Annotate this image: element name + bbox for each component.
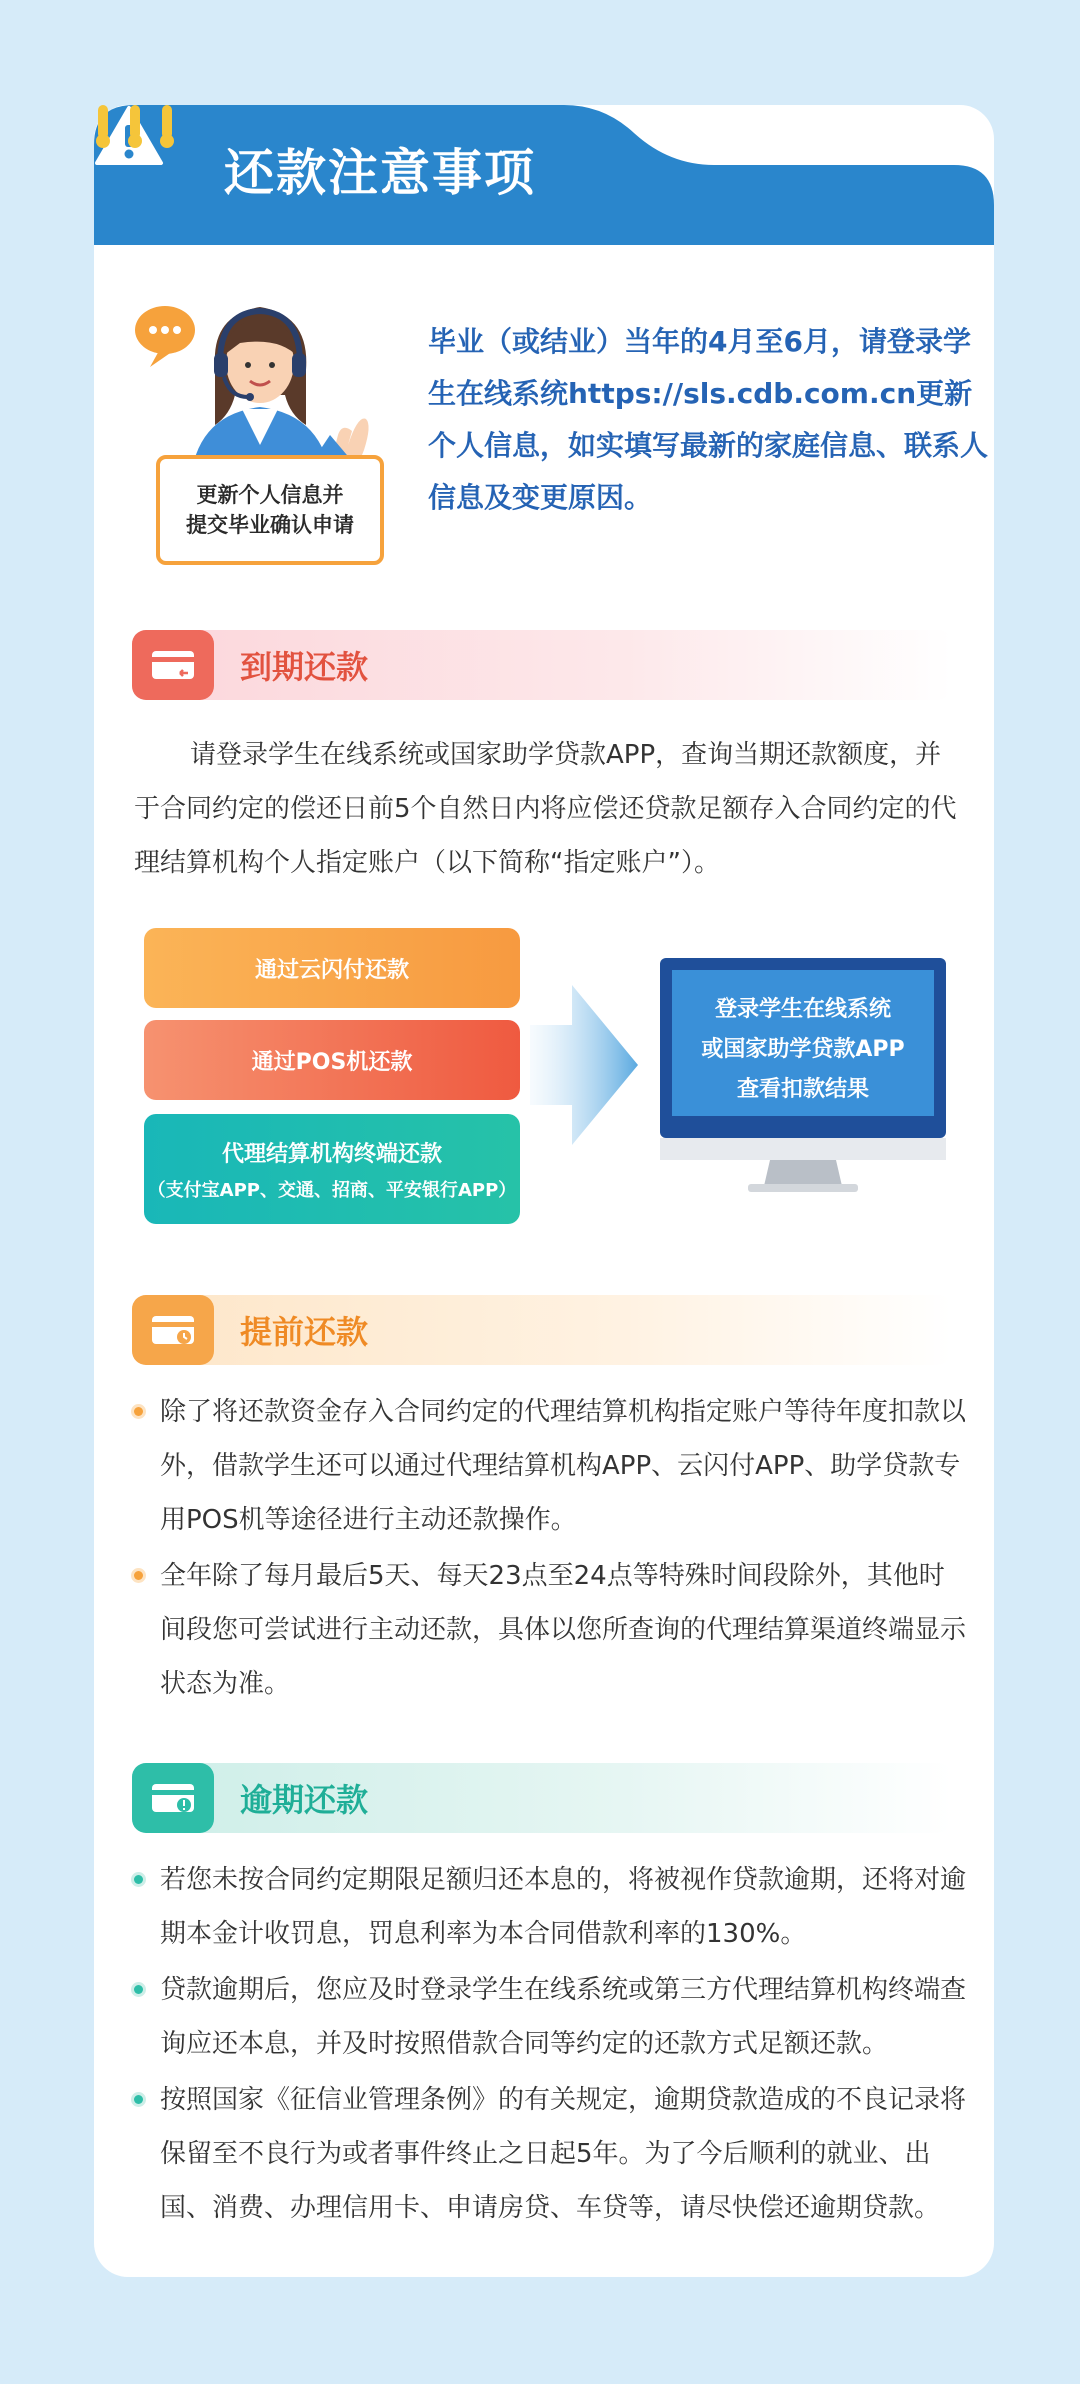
method-agent-terminal (144, 1114, 520, 1224)
section-title-early: 提前还款 (240, 1313, 369, 1351)
page-title: 还款注意事项 (224, 144, 536, 202)
early-bullet-list (130, 1385, 970, 1713)
list-item: 全年除了每月最后5天、每天23点至24点等特殊时间段除外，其他时间段您可尝试进行主动还款，具体以您所查询的代理结算渠道终端显示状态为准。 (130, 1549, 970, 1711)
section-title-due: 到期还款 (240, 648, 369, 686)
result-instructions (672, 990, 934, 1110)
agent-badge: 更新个人信息并 提交毕业确认申请 (156, 455, 384, 565)
method-sublabel: （支付宝APP、交通、招商、平安银行APP） (147, 1179, 517, 1201)
section-header-overdue (132, 1763, 952, 1833)
section-header-due (132, 630, 952, 700)
due-paragraph: 请登录学生在线系统或国家助学贷款APP，查询当期还款额度，并于合同约定的偿还日前5个自然日内将应偿还贷款足额存入合同约定的代理结算机构个人指定账户（以下简称“指定账户”）。 (134, 740, 957, 878)
overdue-bullet-list (130, 1853, 970, 2237)
wallet-clock-icon (132, 1295, 214, 1365)
list-item: 若您未按合同约定期限足额归还本息的，将被视作贷款逾期，还将对逾期本金计收罚息，罚息利率为本合同借款利率的130%。 (130, 1853, 970, 1961)
method-label: 通过POS机还款 (251, 1049, 413, 1075)
result-line: 登录学生在线系统 (714, 997, 891, 1022)
wallet-alert-icon (132, 1763, 214, 1833)
method-unionpay (144, 928, 520, 1008)
header-banner (94, 105, 994, 245)
section-title-overdue: 逾期还款 (240, 1781, 369, 1819)
section-header-early (132, 1295, 952, 1365)
list-item: 按照国家《征信业管理条例》的有关规定，逾期贷款造成的不良记录将保留至不良行为或者事件终止之日起5年。为了今后顺利的就业、出国、消费、办理信用卡、申请房贷、车贷等，请尽快偿还逾期贷款。 (130, 2073, 970, 2235)
intro-text: 毕业（或结业）当年的4月至6月，请登录学生在线系统https://sls.cdb.com.cn更新个人信息，如实填写最新的家庭信息、联系人信息及变更原因。 (428, 325, 989, 514)
list-item: 贷款逾期后，您应及时登录学生在线系统或第三方代理结算机构终端查询应还本息，并及时按照借款合同等约定的还款方式足额还款。 (130, 1963, 970, 2071)
method-label: 通过云闪付还款 (254, 957, 409, 983)
result-line: 查看扣款结果 (736, 1077, 869, 1102)
method-pos (144, 1020, 520, 1100)
list-item: 除了将还款资金存入合同约定的代理结算机构指定账户等待年度扣款以外，借款学生还可以通过代理结算机构APP、云闪付APP、助学贷款专用POS机等途径进行主动还款操作。 (130, 1385, 970, 1547)
wallet-return-icon (132, 630, 214, 700)
binder-rings-icon (94, 105, 178, 149)
result-line: 或国家助学贷款APP (701, 1037, 905, 1062)
arrow-right-icon (530, 985, 640, 1145)
method-label: 代理结算机构终端还款 (221, 1141, 442, 1167)
